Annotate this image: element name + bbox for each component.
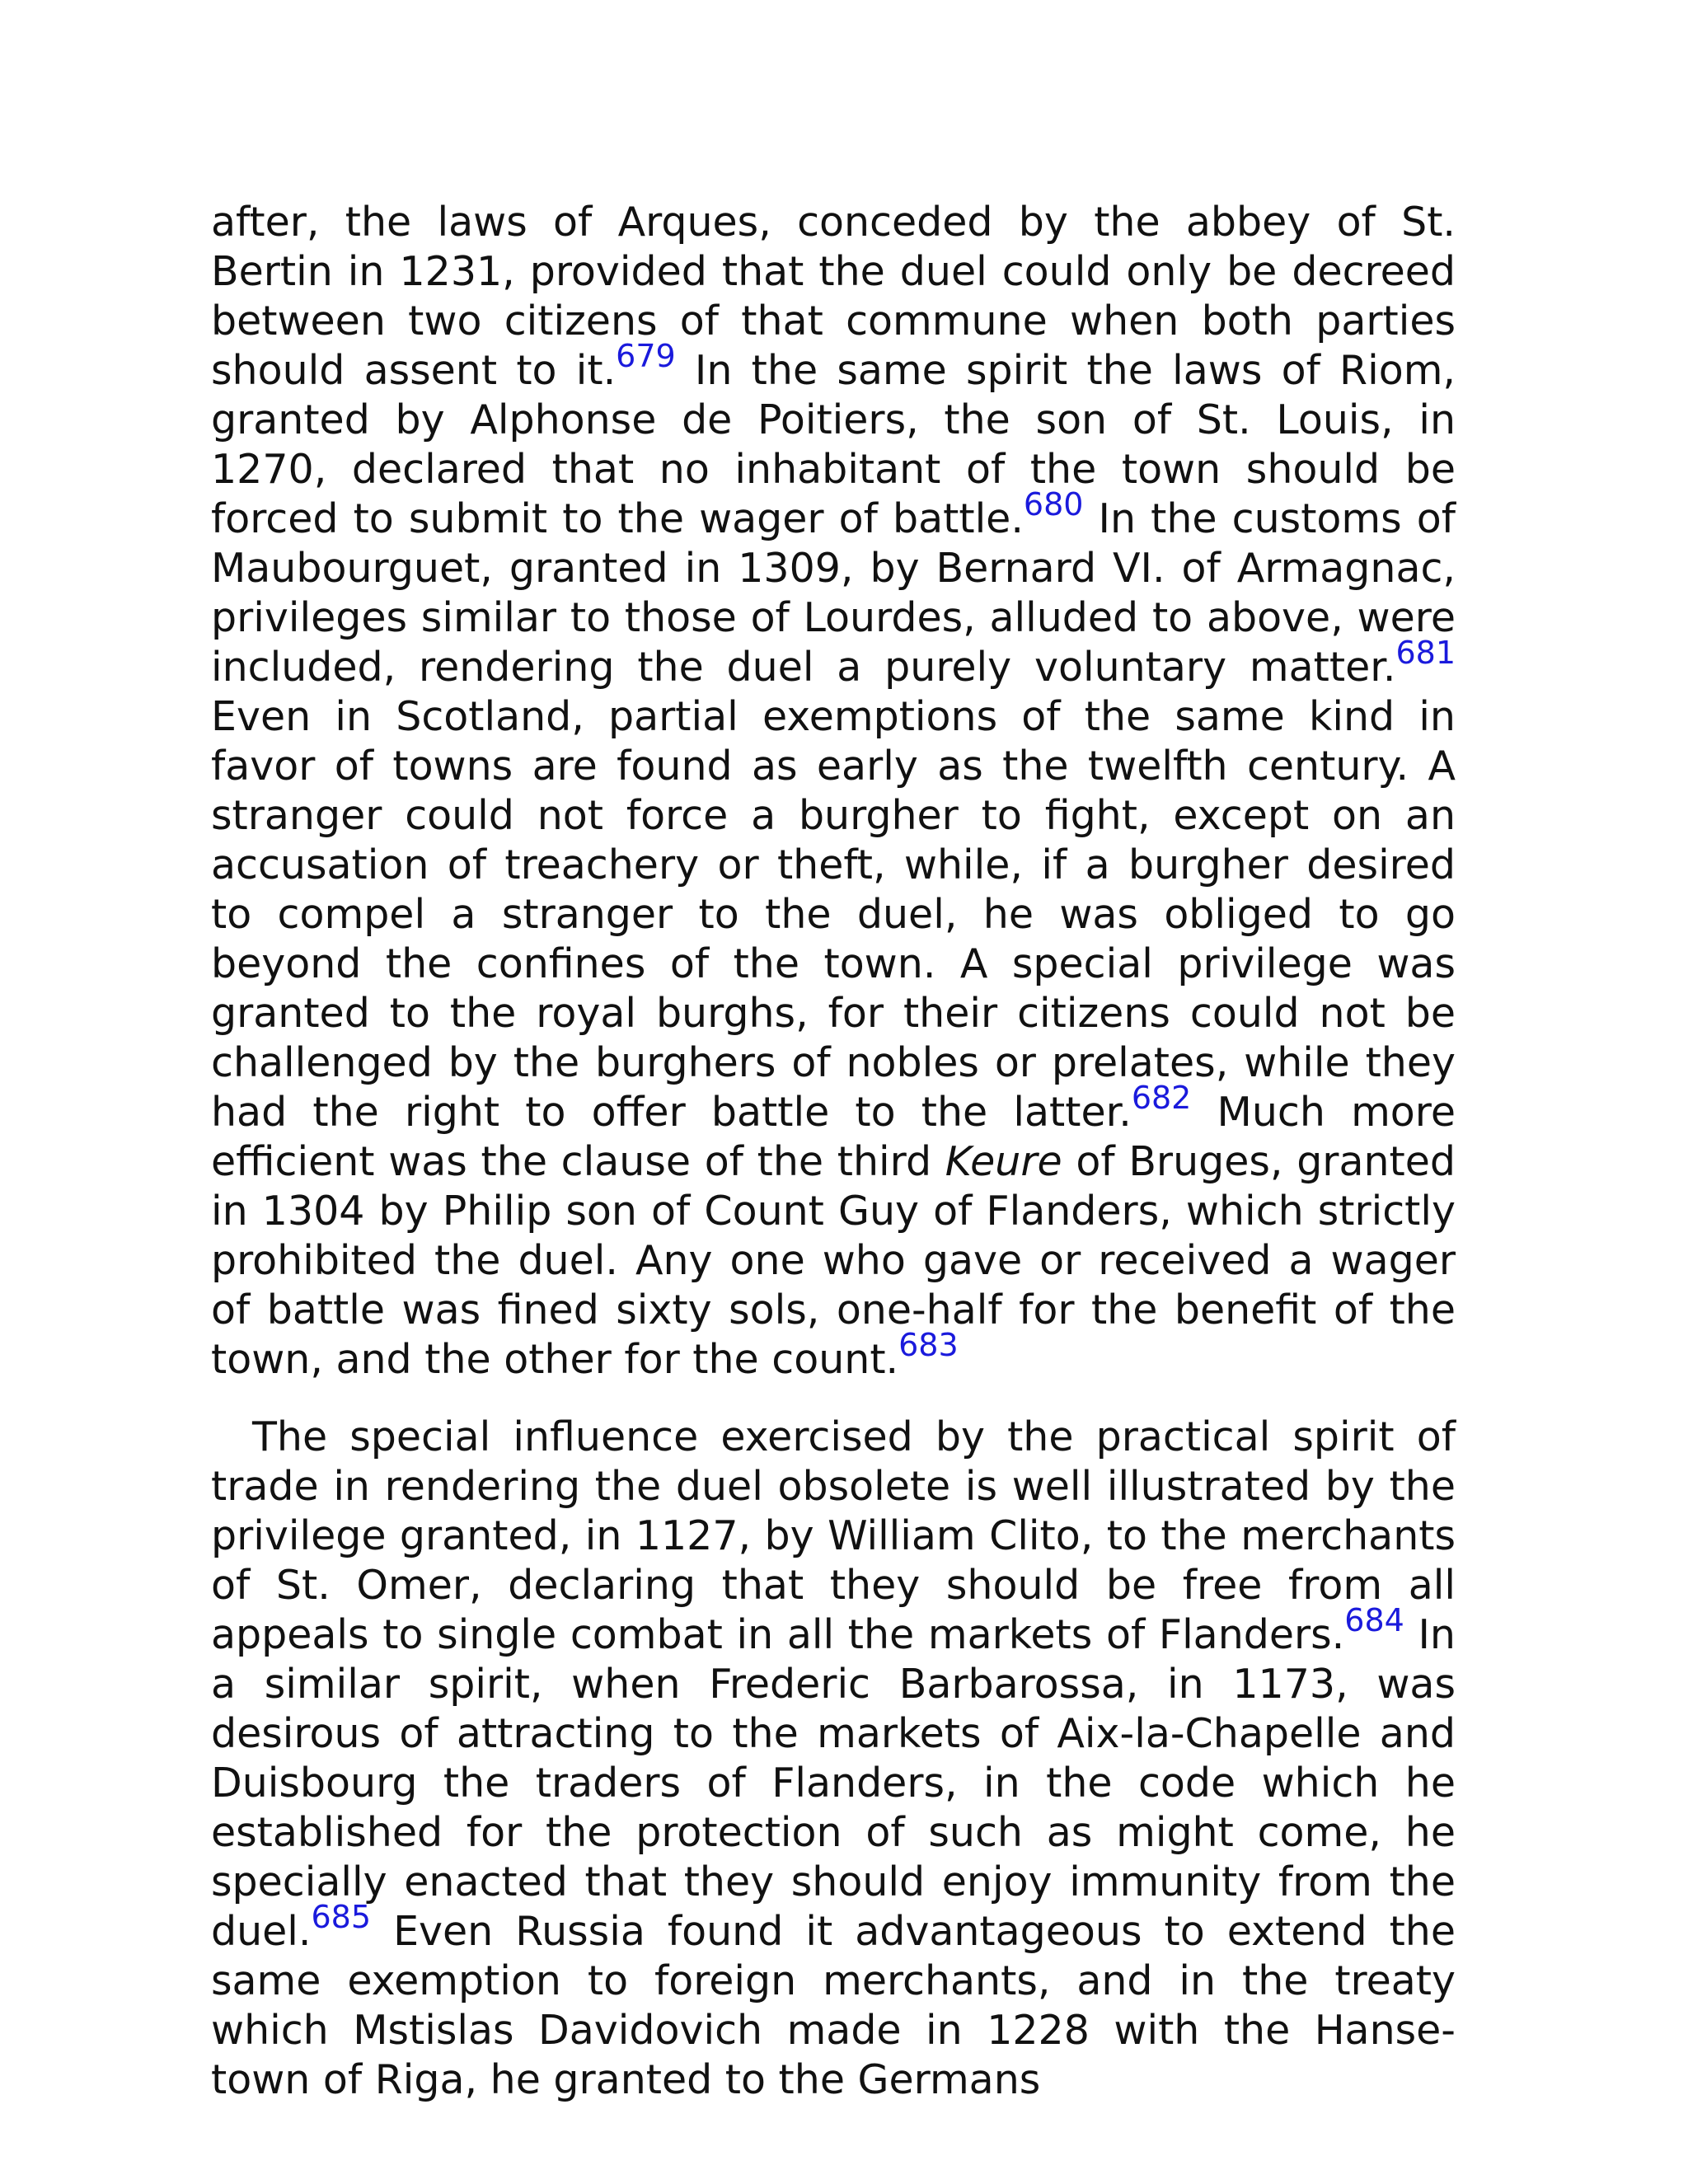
text-run: In a similar spirit, when Frederic Barbarossa, in 1173, was desirous of attracting to the markets of Aix-la-Chapelle and Duisbourg the traders of Flanders, in the code which he established for the protection of such as might come, he specially enacted that they should enjoy immunity from the duel. bbox=[211, 1611, 1456, 1955]
text-run: Even in Scotland, partial exemptions of the same kind in favor of towns are found as early as the twelfth century. A stranger could not force a burgher to fight, except on an accusation of treachery or theft, while, if a burgher desired to compel a stranger to the duel, he was obliged to go beyond the confines of the town. A special privilege was granted to the royal burghs, for their citizens could not be challenged by the burghers of nobles or prelates, while they had the right to offer battle to the latter. bbox=[211, 693, 1456, 1136]
page-body bbox=[211, 198, 1456, 2105]
footnote-link-685[interactable]: 685 bbox=[311, 1899, 372, 1936]
text-run: In the customs of Maubourguet, granted in 1309, by Bernard VI. of Armagnac, privileges similar to those of Lourdes, alluded to above, were included, rendering the duel a purely voluntary matter. bbox=[211, 495, 1456, 691]
footnote-link-681[interactable]: 681 bbox=[1395, 635, 1456, 672]
footnote-link-679[interactable]: 679 bbox=[616, 338, 676, 375]
text-run: after, the laws of Arques, conceded by the abbey of St. Bertin in 1231, provided that the duel could only be decreed between two citizens of that commune when both parties should assent to it. bbox=[211, 199, 1456, 394]
text-run: Even Russia found it advantageous to extend the same exemption to foreign merchants, and in the treaty which Mstislas Davidovich made in 1228 with the Hanse-town of Riga, he granted to the Germans bbox=[211, 1908, 1456, 2103]
footnote-link-683[interactable]: 683 bbox=[898, 1327, 959, 1364]
footnote-link-684[interactable]: 684 bbox=[1344, 1602, 1404, 1639]
text-run: Much more efficient was the clause of the third bbox=[211, 1089, 1456, 1185]
paragraph-1 bbox=[211, 198, 1456, 1385]
footnote-link-682[interactable]: 682 bbox=[1131, 1080, 1192, 1117]
italic-term: Keure bbox=[945, 1138, 1062, 1185]
text-run: of Bruges, granted in 1304 by Philip son of Count Guy of Flanders, which strictly prohibited the duel. Any one who gave or received a wager of battle was fined sixty sols, one-half for the benefit of the town, and the other for the count. bbox=[211, 1138, 1456, 1383]
text-run: The special influence exercised by the practical spirit of trade in rendering the duel obsolete is well illustrated by the privilege granted, in 1127, by William Clito, to the merchants of St. Omer, declaring that they should be free from all appeals to single combat in all the markets of Flanders. bbox=[211, 1413, 1456, 1658]
text-run: In the same spirit the laws of Riom, granted by Alphonse de Poitiers, the son of St. Louis, in 1270, declared that no inhabitant of the town should be forced to submit to the wager of battle. bbox=[211, 347, 1456, 542]
paragraph-2 bbox=[211, 1413, 1456, 2105]
footnote-link-680[interactable]: 680 bbox=[1023, 486, 1084, 523]
